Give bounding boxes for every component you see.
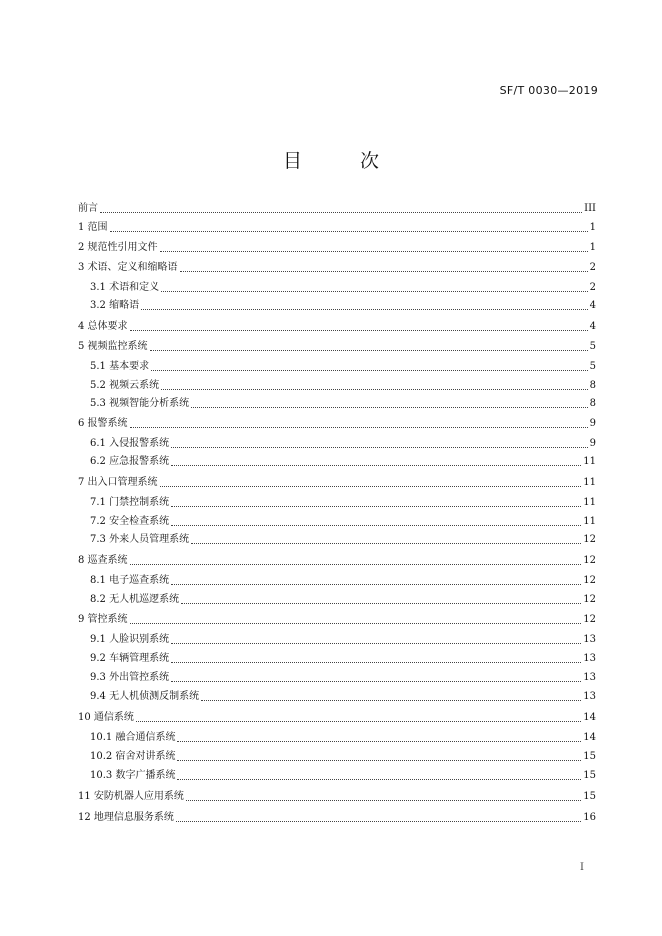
toc-leader-dots	[171, 584, 581, 585]
toc-entry[interactable]	[78, 199, 596, 215]
toc-entry[interactable]	[78, 414, 596, 430]
toc-entry-label: 3 术语、定义和缩略语	[78, 262, 178, 273]
toc-entry-page: 8	[589, 398, 596, 409]
toc-entry[interactable]	[78, 787, 596, 803]
toc-entry[interactable]	[90, 512, 596, 528]
toc-entry[interactable]	[78, 258, 596, 274]
toc-leader-dots	[180, 271, 588, 272]
toc-entry-label: 10.3 数字广播系统	[90, 770, 176, 781]
toc-entry[interactable]	[78, 238, 596, 254]
toc-leader-dots	[177, 760, 581, 761]
toc-leader-dots	[191, 407, 588, 408]
toc-entry-label: 8.2 无人机巡逻系统	[90, 594, 180, 605]
toc-entry-page: 9	[589, 438, 596, 449]
toc-entry-page: 15	[583, 770, 596, 781]
toc-leader-dots	[161, 291, 588, 292]
toc-leader-dots	[130, 330, 588, 331]
toc-entry-page: III	[584, 203, 596, 214]
toc-entry-label: 10.2 宿舍对讲系统	[90, 751, 176, 762]
toc-entry-page: 2	[589, 282, 596, 293]
toc-leader-dots	[191, 543, 581, 544]
toc-leader-dots	[141, 309, 588, 310]
toc-entry-page: 14	[583, 712, 596, 723]
toc-leader-dots	[150, 350, 588, 351]
toc-leader-dots	[171, 643, 581, 644]
toc-entry-label: 11 安防机器人应用系统	[78, 791, 184, 802]
toc-entry-label: 7.2 安全检查系统	[90, 516, 170, 527]
toc-entry-label: 7 出入口管理系统	[78, 477, 158, 488]
toc-entry-label: 5 视频监控系统	[78, 341, 148, 352]
toc-entry-page: 16	[583, 812, 596, 823]
toc-entry-label: 10.1 融合通信系统	[90, 732, 176, 743]
toc-entry-page: 11	[583, 477, 596, 488]
toc-leader-dots	[151, 370, 588, 371]
toc-leader-dots	[161, 389, 588, 390]
toc-entry[interactable]	[90, 747, 596, 763]
toc-entry[interactable]	[90, 766, 596, 782]
toc-leader-dots	[177, 741, 581, 742]
page-title: 目 次	[282, 150, 406, 172]
toc-entry-label: 3.1 术语和定义	[90, 282, 160, 293]
toc-entry-label: 9 管控系统	[78, 614, 128, 625]
toc-entry[interactable]	[90, 590, 596, 606]
toc-entry-page: 13	[583, 672, 596, 683]
toc-entry-page: 1	[589, 242, 596, 253]
toc-entry-label: 前言	[78, 203, 98, 214]
toc-leader-dots	[171, 681, 581, 682]
toc-entry[interactable]	[78, 473, 596, 489]
toc-leader-dots	[201, 700, 581, 701]
toc-entry[interactable]	[78, 337, 596, 353]
toc-leader-dots	[160, 251, 588, 252]
toc-entry-label: 9.4 无人机侦测反制系统	[90, 691, 200, 702]
toc-entry[interactable]	[90, 296, 596, 312]
toc-leader-dots	[130, 564, 582, 565]
toc-entry-label: 5.3 视频智能分析系统	[90, 398, 190, 409]
toc-entry[interactable]	[78, 808, 596, 824]
toc-entry[interactable]	[90, 376, 596, 392]
toc-entry[interactable]	[90, 668, 596, 684]
toc-entry-label: 12 地理信息服务系统	[78, 812, 174, 823]
toc-entry-page: 2	[589, 262, 596, 273]
toc-entry-page: 12	[583, 614, 596, 625]
toc-leader-dots	[171, 506, 581, 507]
toc-entry-page: 13	[583, 653, 596, 664]
toc-entry-label: 3.2 缩略语	[90, 300, 140, 311]
toc-entry-page: 5	[589, 361, 596, 372]
document-code: SF/T 0030—2019	[499, 84, 598, 97]
toc-entry-page: 15	[583, 751, 596, 762]
toc-entry-page: 12	[583, 534, 596, 545]
toc-entry-page: 1	[589, 222, 596, 233]
toc-entry-label: 9.3 外出管控系统	[90, 672, 170, 683]
toc-entry-label: 6.2 应急报警系统	[90, 456, 170, 467]
toc-entry[interactable]	[78, 708, 596, 724]
toc-leader-dots	[171, 662, 581, 663]
toc-entry-page: 13	[583, 634, 596, 645]
toc-entry-label: 10 通信系统	[78, 712, 134, 723]
toc-leader-dots	[171, 447, 588, 448]
toc-entry[interactable]	[90, 687, 596, 703]
toc-leader-dots	[100, 212, 582, 213]
toc-entry-label: 6 报警系统	[78, 418, 128, 429]
toc-entry[interactable]	[90, 452, 596, 468]
toc-entry-label: 9.1 人脸识别系统	[90, 634, 170, 645]
toc-entry-label: 5.1 基本要求	[90, 361, 150, 372]
toc-entry-page: 12	[583, 575, 596, 586]
toc-entry[interactable]	[78, 218, 596, 234]
toc-entry[interactable]	[90, 434, 596, 450]
toc-leader-dots	[136, 721, 581, 722]
toc-entry-page: 9	[589, 418, 596, 429]
toc-entry[interactable]	[78, 610, 596, 626]
toc-leader-dots	[171, 465, 581, 466]
toc-entry[interactable]	[78, 551, 596, 567]
toc-entry-page: 15	[583, 791, 596, 802]
toc-entry[interactable]	[90, 357, 596, 373]
toc-entry-label: 2 规范性引用文件	[78, 242, 158, 253]
toc-leader-dots	[177, 779, 581, 780]
toc-leader-dots	[186, 800, 581, 801]
toc-leader-dots	[110, 231, 588, 232]
toc-entry-label: 8 巡查系统	[78, 555, 128, 566]
toc-entry[interactable]	[90, 728, 596, 744]
toc-entry[interactable]	[90, 571, 596, 587]
toc-entry[interactable]	[78, 317, 596, 333]
toc-entry-label: 7.3 外来人员管理系统	[90, 534, 190, 545]
toc-entry-label: 6.1 入侵报警系统	[90, 438, 170, 449]
toc-entry[interactable]	[90, 278, 596, 294]
toc-entry-label: 9.2 车辆管理系统	[90, 653, 170, 664]
toc-leader-dots	[171, 525, 581, 526]
toc-entry[interactable]	[90, 394, 596, 410]
toc-entry-page: 12	[583, 555, 596, 566]
toc-entry-page: 4	[589, 300, 596, 311]
toc-entry-label: 4 总体要求	[78, 321, 128, 332]
toc-entry-page: 11	[583, 497, 596, 508]
toc-entry-page: 5	[589, 341, 596, 352]
toc-entry-page: 4	[589, 321, 596, 332]
toc-entry[interactable]	[90, 649, 596, 665]
toc-entry-page: 13	[583, 691, 596, 702]
toc-entry-page: 8	[589, 380, 596, 391]
toc-leader-dots	[160, 486, 582, 487]
toc-entry[interactable]	[90, 530, 596, 546]
page-number: I	[580, 862, 584, 873]
toc-leader-dots	[181, 603, 581, 604]
toc-entry-page: 11	[583, 516, 596, 527]
toc-entry-label: 7.1 门禁控制系统	[90, 497, 170, 508]
toc-entry-label: 5.2 视频云系统	[90, 380, 160, 391]
toc-entry[interactable]	[90, 493, 596, 509]
toc-leader-dots	[130, 427, 588, 428]
toc-entry-label: 8.1 电子巡查系统	[90, 575, 170, 586]
toc-entry[interactable]	[90, 630, 596, 646]
toc-entry-page: 14	[583, 732, 596, 743]
toc-entry-page: 12	[583, 594, 596, 605]
toc-leader-dots	[176, 821, 581, 822]
toc-leader-dots	[130, 623, 582, 624]
toc-entry-label: 1 范围	[78, 222, 108, 233]
toc-entry-page: 11	[583, 456, 596, 467]
